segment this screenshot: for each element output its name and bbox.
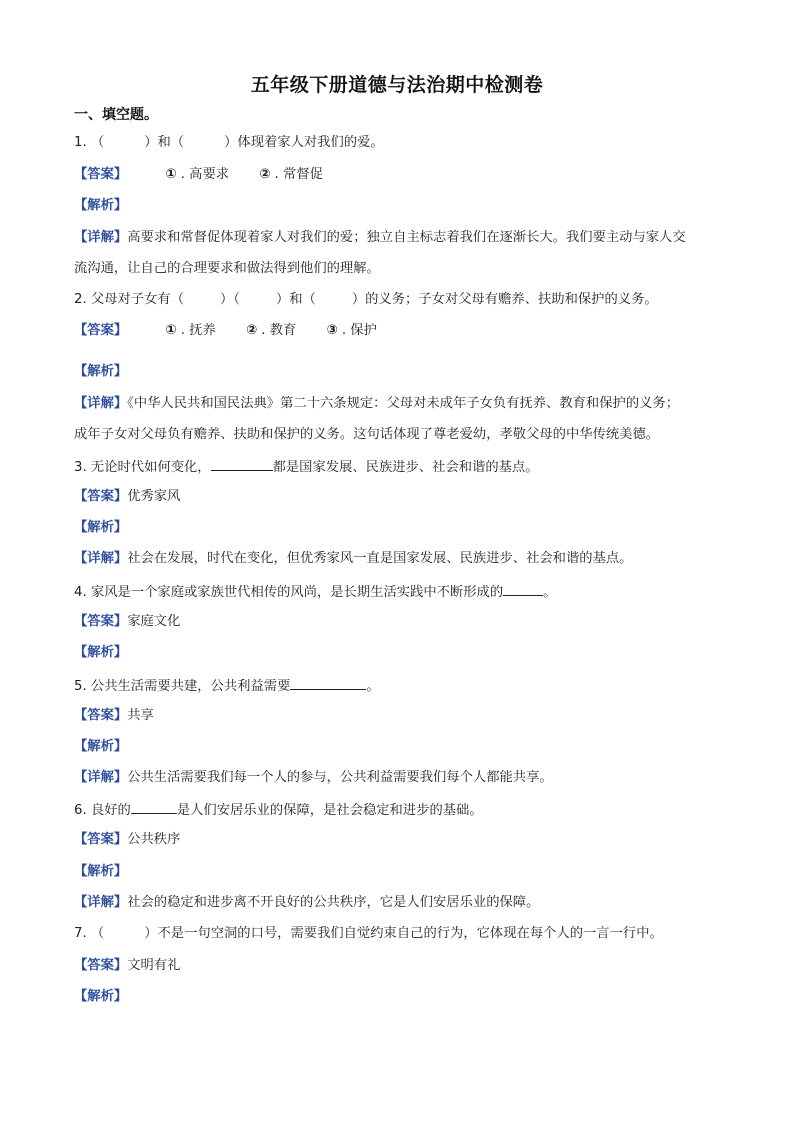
circled-number-1: ① — [165, 167, 177, 182]
answer-label: 【答案】 — [74, 832, 128, 847]
question-2-text-c: ）和（ — [275, 292, 316, 307]
analysis-5 — [74, 737, 127, 757]
analysis-label: 【解析】 — [74, 645, 128, 660]
question-4-text-b: 。 — [543, 585, 557, 600]
analysis-label: 【解析】 — [74, 520, 128, 535]
detail-2-text-1: 《中华人民共和国民法典》第二十六条规定：父母对未成年子女负有抚养、教育和保护的义务； — [127, 396, 680, 411]
detail-label: 【详解】 — [74, 396, 128, 411]
detail-5 — [74, 768, 553, 788]
answer-label: 【答案】 — [74, 323, 128, 338]
answer-1-option-2-text: . 常督促 — [274, 167, 323, 182]
answer-6-text: 公共秩序 — [127, 832, 181, 847]
question-2-text-d: ）的义务；子女对父母有赡养、扶助和保护的义务。 — [351, 292, 658, 307]
answer-2 — [74, 321, 403, 341]
question-1-text-a: 1. （ — [74, 135, 105, 150]
analysis-label: 【解析】 — [74, 364, 128, 379]
question-3 — [74, 456, 539, 478]
circled-number-3: ③ — [326, 323, 338, 338]
detail-label: 【详解】 — [74, 551, 128, 566]
detail-2-line-2: 成年子女对父母负有赡养、扶助和保护的义务。这句话体现了尊老爱幼，孝敬父母的中华传统美德。 — [74, 427, 660, 442]
detail-label: 【详解】 — [74, 230, 128, 245]
analysis-label: 【解析】 — [74, 198, 128, 213]
fill-blank — [131, 799, 177, 814]
section-heading: 一、填空题。 — [74, 107, 158, 123]
circled-number-1: ① — [165, 323, 177, 338]
question-2-text-a: 2. 父母对子女有（ — [74, 292, 184, 307]
question-3-text-a: 3. 无论时代如何变化， — [74, 460, 211, 475]
answer-label: 【答案】 — [74, 708, 128, 723]
question-2 — [74, 290, 658, 310]
detail-label: 【详解】 — [74, 770, 128, 785]
answer-5-text: 共享 — [127, 708, 154, 723]
detail-1-line-1 — [74, 228, 686, 248]
question-7-text-a: 7. （ — [74, 926, 105, 941]
detail-6 — [74, 893, 539, 913]
fill-blank — [290, 675, 366, 690]
analysis-6 — [74, 862, 127, 882]
fill-blank — [211, 456, 273, 471]
answer-label: 【答案】 — [74, 958, 128, 973]
circled-number-2: ② — [245, 323, 258, 338]
question-3-text-b: 都是国家发展、民族进步、社会和谐的基点。 — [272, 460, 539, 475]
answer-1 — [74, 165, 349, 185]
answer-label: 【答案】 — [74, 167, 128, 182]
question-6 — [74, 799, 483, 821]
question-1-text-c: ）体现着家人对我们的爱。 — [224, 135, 384, 150]
question-4 — [74, 581, 556, 603]
analysis-4 — [74, 643, 127, 663]
question-1-text-b: ）和（ — [144, 135, 185, 150]
analysis-7 — [74, 987, 127, 1007]
answer-label: 【答案】 — [74, 614, 128, 629]
answer-5 — [74, 706, 154, 726]
answer-1-option-1-text: . 高要求 — [180, 167, 230, 182]
detail-2-line-1 — [74, 394, 679, 414]
analysis-3 — [74, 518, 127, 538]
question-7-text-b: ）不是一句空洞的口号，需要我们自觉约束自己的行为，它体现在每个人的一言一行中。 — [144, 926, 663, 941]
answer-2-option-2-text: . 教育 — [261, 323, 297, 338]
answer-2-option-1-text: . 抚养 — [180, 323, 216, 338]
answer-2-option-3-text: . 保护 — [341, 323, 377, 338]
answer-7 — [74, 956, 180, 976]
answer-3-text: 优秀家风 — [127, 489, 181, 504]
question-5 — [74, 675, 380, 697]
answer-label: 【答案】 — [74, 489, 128, 504]
question-7 — [74, 924, 663, 944]
answer-6 — [74, 830, 180, 850]
circled-number-2: ② — [259, 167, 271, 182]
analysis-label: 【解析】 — [74, 989, 128, 1004]
analysis-1 — [74, 196, 127, 216]
answer-2-option-2 — [246, 321, 296, 341]
answer-2-option-1 — [165, 321, 215, 341]
answer-1-option-2 — [259, 165, 323, 185]
detail-1-text-1: 高要求和常督促体现着家人对我们的爱；独立自主标志着我们在逐渐长大。我们要主动与家人交 — [127, 230, 686, 245]
question-2-text-b: ）（ — [220, 292, 240, 307]
answer-3 — [74, 487, 180, 507]
detail-label: 【详解】 — [74, 895, 128, 910]
detail-3-text: 社会在发展，时代在变化，但优秀家风一直是国家发展、民族进步、社会和谐的基点。 — [127, 551, 633, 566]
question-5-text-b: 。 — [366, 679, 380, 694]
analysis-label: 【解析】 — [74, 739, 128, 754]
question-5-text-a: 5. 公共生活需要共建，公共利益需要 — [74, 679, 291, 694]
answer-7-text: 文明有礼 — [127, 958, 181, 973]
detail-6-text: 社会的稳定和进步离不开良好的公共秩序，它是人们安居乐业的保障。 — [127, 895, 540, 910]
question-4-text-a: 4. 家风是一个家庭或家族世代相传的风尚，是长期生活实践中不断形成的 — [74, 585, 504, 600]
page-title: 五年级下册道德与法治期中检测卷 — [250, 74, 544, 96]
detail-5-text: 公共生活需要我们每一个人的参与，公共利益需要我们每个人都能共享。 — [127, 770, 553, 785]
answer-1-option-1 — [165, 165, 229, 185]
detail-3 — [74, 549, 632, 569]
answer-4 — [74, 612, 180, 632]
answer-4-text: 家庭文化 — [127, 614, 181, 629]
question-6-text-a: 6. 良好的 — [74, 803, 131, 818]
question-6-text-b: 是人们安居乐业的保障，是社会稳定和进步的基础。 — [176, 803, 483, 818]
answer-2-option-3 — [327, 321, 377, 341]
question-1 — [74, 133, 384, 153]
analysis-2 — [74, 362, 127, 382]
fill-blank — [503, 581, 543, 596]
detail-1-line-2: 流沟通，让自己的合理要求和做法得到他们的理解。 — [74, 261, 380, 276]
analysis-label: 【解析】 — [74, 864, 128, 879]
